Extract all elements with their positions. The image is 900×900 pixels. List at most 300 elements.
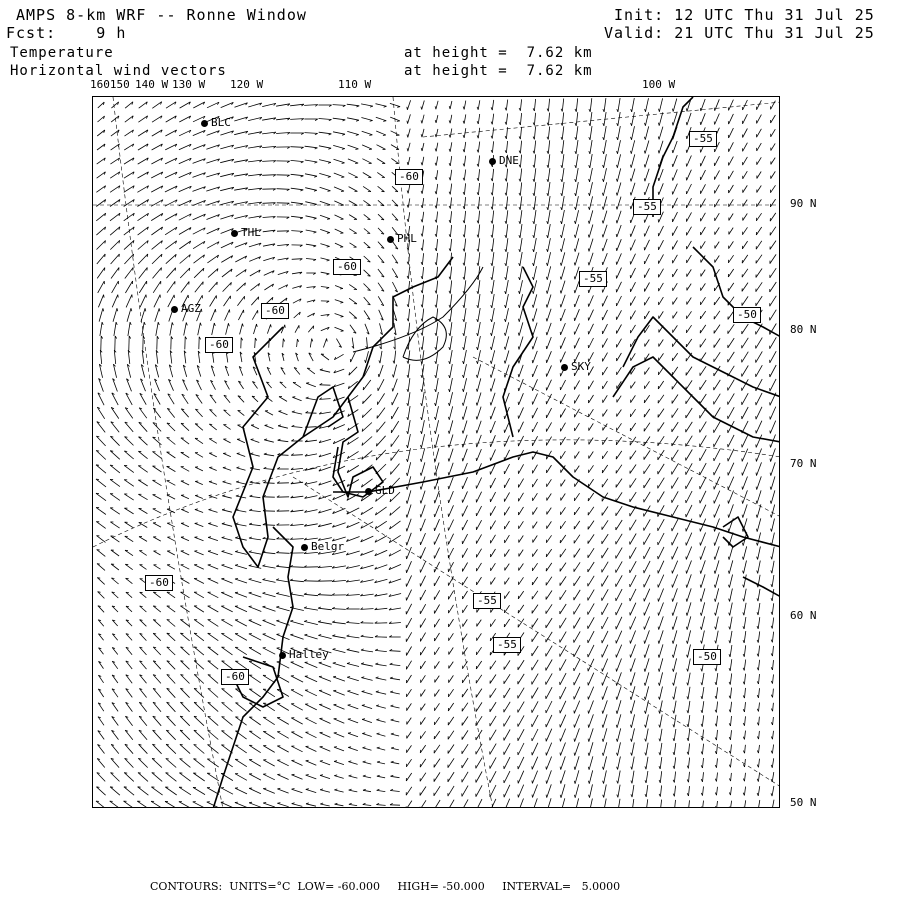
wind-vector [124, 254, 133, 264]
wind-vector [660, 687, 663, 700]
wind-vector [434, 759, 440, 768]
wind-vector [263, 803, 275, 807]
wind-vector [603, 367, 608, 375]
wind-vector [742, 407, 748, 419]
wind-vector [588, 673, 594, 686]
wind-vector [96, 522, 105, 529]
wind-vector [263, 620, 276, 625]
map-frame[interactable] [92, 96, 780, 808]
wind-vector-head [603, 151, 604, 154]
wind-vector [347, 650, 359, 653]
wind-vector-head [561, 221, 562, 224]
wind-vector-head [588, 290, 589, 293]
wind-vector-head [222, 703, 225, 704]
lon-label: 100 W [642, 78, 676, 91]
wind-vector-head [575, 193, 576, 196]
wind-vector [772, 745, 773, 754]
wind-vector-head [158, 322, 159, 325]
wind-vector [770, 268, 776, 278]
wind-vector [658, 533, 664, 545]
wind-vector [644, 437, 650, 446]
wind-vector-head [361, 677, 364, 678]
wind-vector [730, 631, 732, 643]
wind-vector-head [320, 761, 323, 762]
wind-vector [375, 521, 387, 529]
wind-vector-head [658, 150, 659, 153]
wind-vector [347, 677, 359, 680]
wind-vector-head [659, 739, 660, 742]
wind-vector [389, 550, 401, 556]
wind-vector [532, 563, 537, 571]
wind-vector-head [335, 803, 338, 804]
wind-vector [476, 758, 482, 769]
wind-vector-head [448, 459, 449, 462]
wind-vector [390, 692, 400, 694]
wind-vector [742, 352, 749, 363]
wind-vector [184, 323, 187, 336]
wind-vector-head [477, 263, 478, 266]
wind-vector [673, 312, 677, 319]
wind-vector [98, 102, 104, 108]
wind-vector [658, 561, 664, 574]
wind-vector-head [200, 323, 201, 326]
wind-vector [574, 687, 580, 700]
wind-vector [304, 635, 317, 639]
wind-vector [630, 478, 636, 487]
wind-vector [97, 130, 105, 136]
wind-vector [534, 266, 537, 280]
wind-vector-head [152, 773, 155, 774]
wind-vector-head [347, 677, 350, 678]
map-title: AMPS 8-km WRF -- Ronne Window [16, 6, 307, 24]
wind-vector [603, 714, 607, 727]
wind-vector-head [715, 779, 716, 782]
wind-vector [155, 379, 160, 391]
wind-vector-head [644, 641, 645, 644]
wind-vector [422, 198, 423, 208]
wind-vector [745, 745, 746, 753]
wind-vector [463, 591, 468, 599]
wind-vector [476, 549, 481, 558]
wind-vector [181, 467, 189, 472]
wind-vector [504, 674, 510, 684]
wind-vector-head [477, 107, 478, 110]
wind-vector [660, 715, 662, 728]
wind-vector-head [589, 207, 590, 210]
wind-vector [168, 394, 174, 404]
wind-vector [759, 674, 760, 684]
wind-vector [235, 552, 247, 555]
wind-vector [756, 213, 761, 221]
wind-vector [347, 118, 359, 120]
wind-vector [548, 196, 550, 210]
wind-vector [630, 617, 636, 630]
wind-vector [391, 158, 398, 163]
wind-vector [249, 760, 261, 767]
wind-vector-head [729, 599, 730, 602]
wind-vector [560, 618, 566, 628]
wind-vector [140, 606, 147, 612]
wind-vector [520, 155, 521, 168]
wind-vector [362, 131, 373, 135]
wind-vector [646, 729, 648, 742]
wind-vector [546, 715, 552, 727]
wind-vector [194, 730, 204, 739]
wind-vector-head [407, 107, 408, 110]
wind-vector [770, 254, 776, 263]
wind-vector-head [390, 677, 393, 678]
wind-vector-head [208, 675, 211, 676]
wind-vector [249, 731, 260, 739]
wind-vector-head [574, 781, 575, 784]
wind-vector-head [263, 579, 266, 580]
wind-vector [112, 717, 119, 726]
wind-vector-head [250, 453, 253, 454]
wind-vector [561, 281, 565, 294]
wind-vector [180, 268, 190, 278]
wind-vector [630, 534, 636, 545]
wind-vector-head [672, 655, 673, 658]
wind-vector [659, 254, 664, 263]
wind-vector [406, 590, 411, 601]
wind-vector-head [533, 263, 534, 266]
wind-vector [139, 268, 148, 279]
wind-vector [320, 804, 329, 806]
wind-vector-head [327, 219, 330, 220]
wind-vector-head [463, 164, 464, 167]
wind-vector [729, 504, 734, 517]
wind-vector [701, 602, 704, 615]
wind-vector-head [644, 178, 645, 181]
wind-vector [180, 744, 190, 753]
lon-label: 140 W [135, 78, 169, 91]
wind-vector [506, 252, 508, 266]
wind-vector [532, 408, 537, 418]
wind-vector [194, 745, 205, 754]
wind-vector-head [771, 640, 772, 643]
wind-vector-head [435, 134, 436, 137]
wind-vector-head [560, 739, 561, 742]
wind-vector [349, 804, 357, 805]
wind-vector [771, 185, 776, 192]
wind-vector [659, 616, 664, 629]
wind-vector [546, 632, 552, 642]
wind-vector [758, 547, 761, 560]
wind-vector [155, 308, 159, 321]
wind-vector [421, 717, 426, 724]
wind-vector [533, 536, 538, 543]
wind-vector [152, 130, 162, 136]
field-temperature: Temperature [10, 45, 114, 61]
wind-vector [208, 551, 218, 555]
wind-vector [195, 537, 204, 540]
wind-vector [165, 227, 177, 235]
wind-vector [436, 378, 438, 392]
wind-vector-head [491, 305, 492, 308]
wind-vector [659, 353, 664, 360]
wind-vector-head [342, 149, 345, 150]
wind-vector [435, 491, 440, 503]
wind-vector [759, 731, 760, 739]
wind-vector [407, 547, 412, 559]
wind-vector [602, 659, 607, 672]
wind-vector-head [491, 333, 492, 336]
wind-vector [181, 647, 190, 655]
wind-vector [478, 238, 479, 251]
map-canvas [93, 97, 780, 808]
wind-vector-head [686, 108, 687, 111]
wind-vector [687, 184, 692, 194]
wind-vector [756, 255, 762, 264]
wind-vector [534, 182, 536, 196]
wind-vector-head [505, 108, 506, 111]
wind-vector [547, 365, 552, 376]
wind-vector [714, 477, 720, 490]
wind-vector [110, 801, 121, 808]
wind-vector [478, 211, 479, 224]
wind-vector [448, 786, 454, 796]
wind-vector [715, 170, 720, 179]
wind-vector [478, 197, 479, 209]
wind-vector-head [630, 697, 631, 700]
wind-vector [547, 351, 552, 363]
wind-vector [729, 142, 734, 151]
wind-vector [687, 170, 692, 181]
wind-vector-head [630, 669, 631, 672]
wind-vector [686, 547, 691, 560]
wind-vector [756, 241, 762, 249]
wind-vector-head [235, 592, 238, 593]
wind-vector [700, 505, 706, 518]
wind-vector-head [257, 324, 258, 327]
wind-vector-head [715, 641, 716, 644]
wind-vector [124, 172, 134, 178]
wind-vector-head [602, 193, 603, 196]
wind-vector-head [407, 403, 408, 406]
wind-vector-head [347, 649, 350, 650]
wind-vector [151, 787, 162, 795]
wind-vector [349, 284, 357, 289]
wind-vector [110, 522, 119, 528]
wind-vector [139, 551, 146, 556]
wind-vector [207, 242, 219, 249]
wind-vector [378, 269, 384, 277]
wind-vector-head [449, 305, 450, 308]
wind-vector [323, 339, 326, 348]
wind-vector [114, 322, 116, 336]
wind-vector [321, 354, 329, 360]
wind-vector [139, 508, 148, 513]
wind-vector [533, 379, 538, 390]
wind-vector-head [341, 317, 344, 318]
wind-vector [290, 539, 303, 540]
wind-vector-head [687, 655, 688, 658]
wind-vector-head [574, 739, 575, 742]
wind-vector [548, 99, 549, 112]
wind-vector [167, 716, 176, 726]
wind-vector [391, 421, 398, 433]
wind-vector-head [391, 705, 394, 706]
wind-vector-head [546, 346, 547, 349]
wind-vector [208, 269, 218, 278]
wind-vector-head [277, 788, 280, 789]
wind-vector [297, 339, 298, 347]
wind-vector-head [560, 795, 561, 798]
wind-vector [674, 743, 676, 755]
wind-vector [546, 618, 552, 628]
wind-vector [221, 593, 232, 598]
wind-vector [574, 507, 579, 515]
wind-vector [575, 742, 580, 755]
wind-vector [376, 678, 387, 680]
wind-vector-head [658, 164, 659, 167]
wind-vector [672, 505, 678, 517]
wind-vector [603, 353, 608, 362]
wind-vector [307, 368, 315, 374]
wind-vector [686, 380, 692, 389]
wind-vector-head [686, 627, 687, 630]
wind-vector [562, 126, 564, 139]
wind-vector [462, 689, 468, 697]
wind-vector [207, 255, 218, 263]
wind-vector [406, 759, 411, 767]
wind-vector [618, 771, 620, 784]
wind-vector [139, 689, 146, 698]
wind-vector [276, 553, 289, 554]
wind-vector [728, 393, 735, 404]
wind-vector [436, 239, 437, 251]
wind-vector-head [435, 361, 436, 364]
wind-vector-head [462, 431, 463, 434]
wind-vector [672, 477, 679, 488]
wind-vector-head [533, 249, 534, 252]
wind-vector [223, 425, 230, 430]
wind-vector [320, 201, 330, 205]
wind-vector [436, 281, 437, 294]
wind-vector [673, 169, 678, 180]
wind-vector [278, 426, 288, 428]
wind-vector [378, 296, 384, 305]
wind-vector [181, 565, 190, 569]
wind-vector [291, 690, 303, 696]
wind-vector [153, 606, 161, 612]
wind-vector [420, 576, 425, 587]
wind-vector [562, 140, 564, 154]
wind-vector [645, 183, 649, 195]
wind-vector [362, 159, 371, 164]
wind-vector-head [757, 543, 758, 546]
wind-vector [138, 451, 147, 458]
wind-vector [377, 734, 386, 736]
wind-vector [180, 633, 189, 641]
wind-vector-head [407, 473, 408, 476]
wind-vector-head [315, 148, 318, 149]
wind-vector [519, 308, 522, 321]
wind-vector [422, 115, 424, 124]
wind-vector [422, 295, 423, 308]
wind-vector-head [102, 322, 103, 325]
wind-vector-head [505, 319, 506, 322]
wind-vector [533, 351, 538, 363]
wind-vector [449, 605, 454, 613]
wind-vector-head [771, 681, 772, 684]
wind-vector [165, 787, 176, 795]
wind-vector [333, 452, 345, 458]
wind-vector-head [659, 752, 660, 755]
wind-vector [448, 689, 453, 697]
wind-vector-head [376, 677, 379, 678]
wind-vector-head [435, 333, 436, 336]
wind-vector [137, 801, 148, 808]
wind-vector [504, 660, 510, 669]
wind-vector [436, 101, 438, 109]
wind-vector [630, 547, 636, 558]
wind-vector [617, 423, 622, 430]
wind-vector [111, 758, 119, 767]
wind-vector [97, 407, 104, 419]
wind-vector [137, 200, 148, 207]
wind-vector [209, 482, 217, 485]
wind-vector-head [222, 509, 225, 510]
wind-vector [602, 534, 608, 544]
wind-vector [407, 490, 411, 503]
wind-vector [140, 647, 147, 655]
wind-vector-head [376, 691, 379, 692]
wind-vector [222, 538, 233, 541]
wind-vector [208, 565, 218, 569]
wind-vector [208, 633, 219, 640]
wind-vector-head [276, 593, 279, 594]
wind-vector [422, 101, 425, 110]
wind-vector [618, 112, 620, 126]
wind-vector [604, 168, 607, 182]
wind-vector-head [504, 361, 505, 364]
wind-vector [167, 633, 175, 641]
wind-vector [742, 463, 747, 476]
wind-vector [701, 170, 706, 180]
wind-vector [602, 507, 608, 516]
wind-vector [532, 729, 538, 741]
wind-vector [631, 382, 636, 389]
wind-vector [448, 745, 454, 754]
wind-vector-head [377, 761, 380, 762]
wind-vector-head [263, 565, 266, 566]
wind-vector-head [449, 177, 450, 180]
wind-vector [506, 224, 508, 238]
wind-vector [742, 338, 749, 348]
wind-vector [617, 296, 622, 306]
wind-vector [291, 746, 302, 752]
wind-vector-head [340, 289, 343, 290]
wind-vector [632, 126, 635, 140]
wind-vector [153, 620, 161, 627]
wind-vector [548, 224, 551, 238]
wind-vector [110, 465, 120, 473]
wind-vector [575, 452, 580, 459]
wind-vector [702, 715, 703, 726]
wind-vector-head [361, 663, 364, 664]
wind-vector [744, 674, 745, 685]
wind-vector-head [686, 571, 687, 574]
wind-vector [238, 396, 244, 403]
wind-vector [378, 186, 385, 191]
wind-vector-head [348, 747, 351, 748]
wind-vector [98, 606, 104, 613]
wind-vector [181, 675, 190, 684]
wind-vector [462, 786, 468, 797]
wind-vector [771, 462, 775, 475]
wind-vector [728, 435, 734, 447]
